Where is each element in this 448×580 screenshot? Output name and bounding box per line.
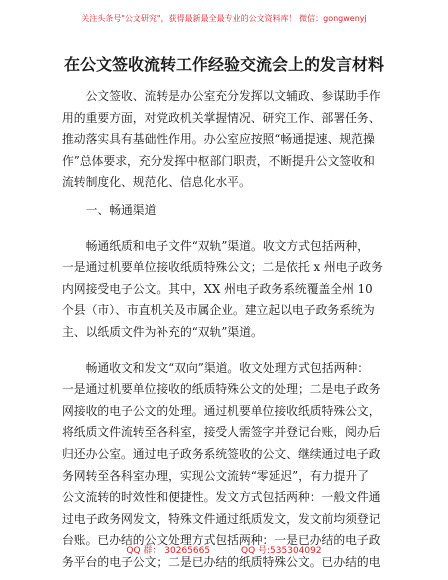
text-line: 务网转至各科室办理，实现公文流转“零延迟”，有力提升了 [62, 468, 369, 483]
text-line: 台账。已办结的公文处理方式包括两种：一是已办结的电子政 [62, 533, 381, 548]
header-watermark-note: 关注头条号"公文研究"，获得最新最全最专业的公文资料库！ 微信：gongwenyj [81, 14, 367, 23]
text-line: 务平台的电子公文；二是已办结的纸质特殊公文。已办结的电 [62, 554, 381, 569]
text-line: 畅通收文和发文“双向”渠道。收文处理方式包括两种： [85, 360, 369, 375]
text-line: 网接收的电子公文的处理。通过机要单位接收纸质特殊公文， [62, 403, 381, 418]
footer-contact [0, 543, 448, 556]
text-line: 畅通纸质和电子文件“双轨”渠道。收文方式包括两种， [85, 238, 369, 253]
text-line: 推动落实具有基础性作用。办公室应按照“畅通提速、规范操 [62, 132, 375, 147]
text-line: 一是通过机要单位接收的纸质特殊公文的处理；二是电子政务 [62, 382, 381, 397]
text-line: 个县（市）、市直机关及市属企业。建立起以电子政务系统为 [62, 303, 375, 318]
text-line: 内网接受电子公文。其中，XX 州电子政务系统覆盖全州 10 [62, 281, 373, 296]
paragraph-two-way [62, 358, 392, 574]
footer-qq-number: QQ 号:535304092 [240, 546, 322, 556]
text-line: 过电子政务网发文，特殊文件通过纸质发文，发文前均须登记 [62, 511, 381, 526]
text-line: 将纸质文件流转至各科室，接受人需签字并登记台账，阅办后 [62, 425, 381, 440]
text-line: 公文签收、流转是办公室充分发挥以文辅政、参谋助手作 [85, 89, 381, 103]
text-line: 作”总体要求，充分发挥中枢部门职责，不断提升公文签收和 [62, 153, 375, 168]
footer-qq-group: QQ 群： 30265665 [126, 546, 211, 556]
text-line: 公文流转的时效性和便捷性。发文方式包括两种：一般文件通 [62, 490, 381, 505]
section-heading: 一、畅通渠道 [85, 202, 157, 217]
text-line: 流转制度化、规范化、信息化水平。 [62, 175, 251, 190]
paragraph-intro [62, 86, 392, 194]
text-line: 一是通过机要单位接收纸质特殊公文；二是依托 x 州电子政务 [62, 260, 383, 275]
text-line: 用的重要方面，对党政机关掌握情况、研究工作、部署任务、 [62, 110, 381, 125]
document-body [62, 86, 392, 573]
document-title: 在公文签收流转工作经验交流会上的发言材料 [63, 55, 384, 74]
text-line: 归还办公室。通过电子政务系统签收的公文、继续通过电子政 [62, 446, 381, 461]
text-line: 主、以纸质文件为补充的“双轨”渠道。 [62, 324, 263, 339]
paragraph-dual-track [62, 236, 392, 344]
